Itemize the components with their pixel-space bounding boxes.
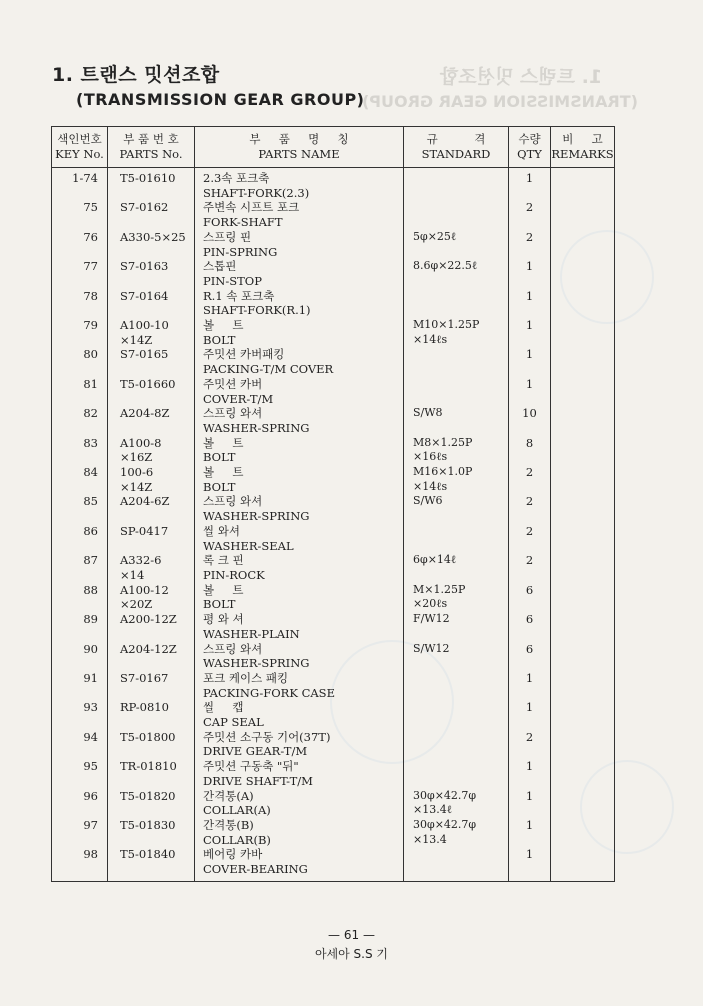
key-number: 83 [52, 436, 108, 465]
part-number: T5-01610 [108, 168, 195, 201]
remarks [551, 642, 615, 671]
standard [404, 759, 509, 788]
quantity: 1 [509, 847, 551, 882]
key-number: 79 [52, 318, 108, 347]
table-row [52, 259, 615, 288]
header-remarks: 비 고 REMARKS [551, 127, 615, 168]
part-number: T5-01660 [108, 377, 195, 406]
part-number: SP-0417 [108, 524, 195, 553]
standard: S/W8 [404, 406, 509, 435]
standard [404, 200, 509, 229]
header-standard: 규 격 STANDARD [404, 127, 509, 168]
table-row [52, 230, 615, 259]
quantity: 2 [509, 494, 551, 523]
part-name: R.1 속 포크축 SHAFT-FORK(R.1) [195, 289, 404, 318]
table-row [52, 847, 615, 882]
part-name: 평 와 셔 WASHER-PLAIN [195, 612, 404, 641]
table-row [52, 612, 615, 641]
standard: M×1.25P ×20ℓs [404, 583, 509, 612]
table-row [52, 168, 615, 201]
part-name: 스톱핀 PIN-STOP [195, 259, 404, 288]
quantity: 2 [509, 465, 551, 494]
part-name: 록 크 핀 PIN-ROCK [195, 553, 404, 582]
standard: 30φ×42.7φ ×13.4 [404, 818, 509, 847]
part-number: A332-6 ×14 [108, 553, 195, 582]
remarks [551, 700, 615, 729]
key-number: 75 [52, 200, 108, 229]
page-number: — 61 — [328, 928, 375, 942]
part-name: 볼 트 BOLT [195, 436, 404, 465]
header-parts-no: 부 품 번 호 PARTS No. [108, 127, 195, 168]
part-number: S7-0167 [108, 671, 195, 700]
key-number: 93 [52, 700, 108, 729]
part-name: 주밋션 카버 COVER-T/M [195, 377, 404, 406]
standard: 30φ×42.7φ ×13.4ℓ [404, 789, 509, 818]
part-number: S7-0163 [108, 259, 195, 288]
part-number: A204-12Z [108, 642, 195, 671]
standard: M10×1.25P ×14ℓs [404, 318, 509, 347]
key-number: 89 [52, 612, 108, 641]
part-name: 2.3속 포크축 SHAFT-FORK(2.3) [195, 168, 404, 201]
part-number: A200-12Z [108, 612, 195, 641]
remarks [551, 583, 615, 612]
part-name: 간격통(B) COLLAR(B) [195, 818, 404, 847]
remarks [551, 759, 615, 788]
quantity: 1 [509, 789, 551, 818]
quantity: 1 [509, 168, 551, 201]
table-row [52, 406, 615, 435]
standard [404, 730, 509, 759]
quantity: 8 [509, 436, 551, 465]
remarks [551, 347, 615, 376]
key-number: 81 [52, 377, 108, 406]
table-header-row [52, 127, 615, 168]
quantity: 2 [509, 230, 551, 259]
ghost-title-korean: 1. 트랜스 밋션조합 [440, 66, 603, 88]
company-name: 아세아 S.S 기 [314, 947, 389, 961]
remarks [551, 494, 615, 523]
key-number: 82 [52, 406, 108, 435]
key-number: 88 [52, 583, 108, 612]
table-row [52, 700, 615, 729]
quantity: 1 [509, 259, 551, 288]
quantity: 2 [509, 524, 551, 553]
quantity: 2 [509, 200, 551, 229]
quantity: 1 [509, 377, 551, 406]
table-row [52, 583, 615, 612]
remarks [551, 847, 615, 882]
quantity: 1 [509, 671, 551, 700]
key-number: 1-74 [52, 168, 108, 201]
remarks [551, 436, 615, 465]
standard [404, 847, 509, 882]
part-name: 씰 캡 CAP SEAL [195, 700, 404, 729]
key-number: 78 [52, 289, 108, 318]
quantity: 1 [509, 818, 551, 847]
part-number: S7-0164 [108, 289, 195, 318]
quantity: 1 [509, 318, 551, 347]
part-number: T5-01830 [108, 818, 195, 847]
part-name: 베어링 카바 COVER-BEARING [195, 847, 404, 882]
standard [404, 289, 509, 318]
table-row [52, 818, 615, 847]
table-row [52, 642, 615, 671]
part-name: 주변속 시프트 포크 FORK-SHAFT [195, 200, 404, 229]
remarks [551, 612, 615, 641]
part-name: 스프링 와셔 WASHER-SPRING [195, 494, 404, 523]
part-number: S7-0162 [108, 200, 195, 229]
part-name: 볼 트 BOLT [195, 465, 404, 494]
page-title-korean: 1. 트랜스 밋션조합 [52, 64, 220, 86]
table-row [52, 318, 615, 347]
quantity: 1 [509, 347, 551, 376]
quantity: 2 [509, 730, 551, 759]
quantity: 1 [509, 700, 551, 729]
part-number: A100-8 ×16Z [108, 436, 195, 465]
remarks [551, 289, 615, 318]
table-row [52, 436, 615, 465]
standard: S/W12 [404, 642, 509, 671]
part-name: 스프링 와셔 WASHER-SPRING [195, 642, 404, 671]
quantity: 1 [509, 289, 551, 318]
key-number: 80 [52, 347, 108, 376]
standard: M16×1.0P ×14ℓs [404, 465, 509, 494]
standard: 8.6φ×22.5ℓ [404, 259, 509, 288]
key-number: 98 [52, 847, 108, 882]
header-key: 색인번호 KEY No. [52, 127, 108, 168]
remarks [551, 377, 615, 406]
part-number: T5-01800 [108, 730, 195, 759]
standard [404, 700, 509, 729]
key-number: 95 [52, 759, 108, 788]
key-number: 90 [52, 642, 108, 671]
remarks [551, 200, 615, 229]
part-name: 스프링 와셔 WASHER-SPRING [195, 406, 404, 435]
table-row [52, 524, 615, 553]
table-row [52, 377, 615, 406]
part-name: 포크 케이스 패킹 PACKING-FORK CASE [195, 671, 404, 700]
key-number: 84 [52, 465, 108, 494]
quantity: 1 [509, 759, 551, 788]
standard: S/W6 [404, 494, 509, 523]
key-number: 76 [52, 230, 108, 259]
part-number: A100-10 ×14Z [108, 318, 195, 347]
remarks [551, 789, 615, 818]
table-row [52, 465, 615, 494]
part-name: 볼 트 BOLT [195, 583, 404, 612]
standard: 6φ×14ℓ [404, 553, 509, 582]
remarks [551, 730, 615, 759]
table-row [52, 289, 615, 318]
ghost-title-english: (TRANSMISSION GEAR GROUP) [362, 92, 638, 111]
standard: M8×1.25P ×16ℓs [404, 436, 509, 465]
part-name: 주밋션 구동축 "뒤" DRIVE SHAFT-T/M [195, 759, 404, 788]
remarks [551, 818, 615, 847]
standard: 5φ×25ℓ [404, 230, 509, 259]
quantity: 6 [509, 612, 551, 641]
table-row [52, 730, 615, 759]
header-qty: 수량 QTY [509, 127, 551, 168]
key-number: 91 [52, 671, 108, 700]
standard [404, 168, 509, 201]
table-row [52, 759, 615, 788]
quantity: 6 [509, 583, 551, 612]
part-number: A204-6Z [108, 494, 195, 523]
remarks [551, 168, 615, 201]
table-row [52, 671, 615, 700]
key-number: 94 [52, 730, 108, 759]
key-number: 86 [52, 524, 108, 553]
remarks [551, 318, 615, 347]
part-name: 간격통(A) COLLAR(A) [195, 789, 404, 818]
remarks [551, 524, 615, 553]
part-number: A100-12 ×20Z [108, 583, 195, 612]
key-number: 97 [52, 818, 108, 847]
standard [404, 671, 509, 700]
table-row [52, 494, 615, 523]
quantity: 2 [509, 553, 551, 582]
table-row [52, 347, 615, 376]
standard [404, 377, 509, 406]
table-row [52, 789, 615, 818]
header-parts-name: 부 품 명 칭 PARTS NAME [195, 127, 404, 168]
part-name: 씰 와셔 WASHER-SEAL [195, 524, 404, 553]
part-number: T5-01840 [108, 847, 195, 882]
standard [404, 524, 509, 553]
remarks [551, 671, 615, 700]
key-number: 87 [52, 553, 108, 582]
key-number: 77 [52, 259, 108, 288]
part-number: T5-01820 [108, 789, 195, 818]
standard [404, 347, 509, 376]
remarks [551, 553, 615, 582]
part-number: TR-01810 [108, 759, 195, 788]
remarks [551, 259, 615, 288]
table-row [52, 200, 615, 229]
part-number: RP-0810 [108, 700, 195, 729]
page-title-english: (TRANSMISSION GEAR GROUP) [76, 90, 365, 109]
part-number: 100-6 ×14Z [108, 465, 195, 494]
part-number: A330-5×25 [108, 230, 195, 259]
part-name: 볼 트 BOLT [195, 318, 404, 347]
quantity: 10 [509, 406, 551, 435]
table-row [52, 553, 615, 582]
key-number: 96 [52, 789, 108, 818]
parts-table [51, 126, 615, 882]
part-number: A204-8Z [108, 406, 195, 435]
part-name: 주밋션 소구동 기어(37T) DRIVE GEAR-T/M [195, 730, 404, 759]
remarks [551, 230, 615, 259]
part-number: S7-0165 [108, 347, 195, 376]
quantity: 6 [509, 642, 551, 671]
key-number: 85 [52, 494, 108, 523]
part-name: 스프링 핀 PIN-SPRING [195, 230, 404, 259]
part-name: 주밋션 카버패킹 PACKING-T/M COVER [195, 347, 404, 376]
standard: F/W12 [404, 612, 509, 641]
remarks [551, 465, 615, 494]
remarks [551, 406, 615, 435]
